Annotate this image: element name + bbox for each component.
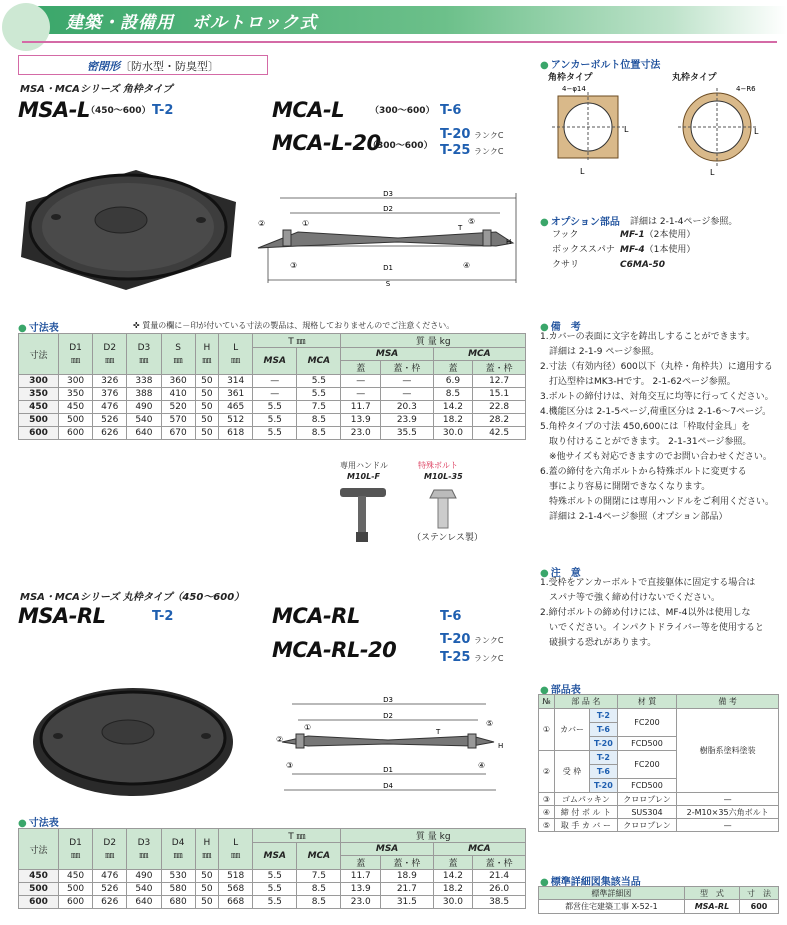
svg-text:①: ① <box>304 723 312 732</box>
product-photo-square <box>16 162 238 292</box>
anchor-maru: 丸枠タイプ <box>672 73 717 83</box>
remarks-list: 1.カバーの表面に文字を鋳出しすることができます。 詳細は 2-1-9 ページ参照。 2.寸法（有効内径）600以下（丸枠・角枠共）に適用する 打込型枠はMK3-Hです。 2-1-62ページ参照。 3.ボルトの締付けは、対角交互に均等に行ってください。 4.機能区分は 2-1-5ページ,荷重区分は 2-1-6〜7ページ。 5.角枠タイプの寸法 450,600には「枠取付金具」を 取り付けることができます。 2-1-31ページ参照。 ※他サイズも対応できますのでお問い合わせください。 6.蓋の締付を六角ボルトから特殊ボルトに変更する 事により容易に開閉できなくなります。 特殊ボルトの開閉には専用ハンドルをご利用ください。 詳細は 2-1-4ページ参照（オプション部品） <box>540 332 775 522</box>
standard-table: 標準詳細図 型 式 寸 法 都営住宅建築工事 X-52-1 MSA-RL 600 <box>538 886 779 914</box>
handle-label: 専用ハンドル <box>340 461 388 470</box>
t20-label-2: T-20 <box>440 632 471 647</box>
type-label: 密閉形〔防水型・防臭型〕 <box>18 55 268 75</box>
label-d3: D3 <box>383 190 393 198</box>
mca-l20-range: （300〜600） <box>368 141 433 151</box>
dim1-table: 寸法 D1 ㎜ D2 ㎜ D3 ㎜ S ㎜ H ㎜ L ㎜ T ㎜ 質 量 kg MSA MCA MSA MCA 蓋 蓋・枠 蓋 蓋・枠 300 300 326 338 360 50 314 — 5.5 — — 6.9 12.7 350 350 376 388 410 50 361 — 5.5 — — 8.5 15.1 450 450 476 490 520 50 465 5.5 7.5 11.7 20.3 14.2 22.8 500 500 526 540 570 50 512 5.5 8.5 13.9 23.9 18.2 28.2 600 600 626 640 670 50 618 5.5 8.5 23.0 35.5 30.0 42.5 <box>18 333 526 440</box>
anchor-title: ● アンカーボルト位置寸法 <box>540 56 660 71</box>
bolt-label: 特殊ボルト <box>418 461 458 470</box>
table-row: 500 500 526 540 570 50 512 5.5 8.5 13.9 23.9 18.2 28.2 <box>19 414 526 427</box>
header-circle <box>2 3 50 51</box>
t25-label-2: T-25 <box>440 650 471 665</box>
section-drawing-1 <box>238 188 528 288</box>
msa-l-t: T-2 <box>152 103 174 118</box>
svg-text:L: L <box>580 167 585 176</box>
table-row: 450 450 476 490 530 50 518 5.5 7.5 11.7 18.9 14.2 21.4 <box>19 870 526 883</box>
bolt-note: （ステンレス製） <box>412 533 483 543</box>
msa-l-range: （450〜600） <box>86 106 151 116</box>
label-h: H <box>506 238 512 246</box>
standard-title: ● 標準詳細図集該当品 <box>540 873 641 888</box>
parts-title: ● 部品表 <box>540 681 581 696</box>
t25-label: T-25 <box>440 143 471 158</box>
table-row: 350 350 376 388 410 50 361 — 5.5 — — 8.5 15.1 <box>19 388 526 401</box>
svg-text:④: ④ <box>463 261 471 270</box>
label-t: T <box>458 224 463 232</box>
svg-text:④: ④ <box>478 761 486 770</box>
svg-text:②: ② <box>258 219 266 228</box>
mca-l-t: T-6 <box>440 103 462 118</box>
rank-label: ランクC <box>474 131 504 140</box>
parts-table: № 部 品 名 材 質 備 考 ① カバー T-2 FC200 樹脂系塗料塗装 T-6 T-20 FCD500 ② 受 枠 T-2 FC200 T-6 T-20 FCD500 ③ ゴムパッキン クロロプレン — ④ 締 付 ボ ル ト SUS304 2-M10×35六角ボルト ⑤ 取 手 カ バ ー クロロプレン — <box>538 694 779 832</box>
bolt-code: M10L-35 <box>424 472 463 481</box>
svg-text:T: T <box>436 728 441 736</box>
option-detail: 詳細は 2-1-4ページ参照。 <box>630 217 738 227</box>
svg-text:H: H <box>498 742 504 750</box>
dim1-note: ✜ 質量の欄に－印が付いている寸法の製品は、規格しておりませんのでご注意ください。 <box>133 321 455 330</box>
svg-text:②: ② <box>276 735 284 744</box>
col-d1: D1 ㎜ <box>59 334 93 375</box>
remarks-title: ● 備 考 <box>540 318 581 333</box>
model-mca-l20: MCA-L-20 <box>272 131 381 155</box>
anchor-diagram <box>540 82 780 182</box>
svg-text:L: L <box>754 127 759 136</box>
svg-text:③: ③ <box>290 261 298 270</box>
model-mca-rl: MCA-RL <box>272 604 360 628</box>
svg-text:⑤: ⑤ <box>486 719 494 728</box>
series-label-2: MSA・MCAシリーズ 丸枠タイプ（450〜600） <box>20 592 245 603</box>
label-d2: D2 <box>383 205 393 213</box>
option-list: フック MF-1（2本使用） ボックススパナ MF-4（1本使用） クサリ C6MA-50 <box>552 230 696 270</box>
svg-text:③: ③ <box>286 761 294 770</box>
dim2-table: 寸法 D1 ㎜ D2 ㎜ D3 ㎜ D4 ㎜ H ㎜ L ㎜ T ㎜ 質 量 kg MSA MCA MSA MCA 蓋 蓋・枠 蓋 蓋・枠 450 450 476 490 530 50 518 5.5 7.5 11.7 18.9 14.2 21.4 500 500 526 540 580 50 568 5.5 8.5 13.9 21.7 18.2 26.0 600 600 626 640 680 50 668 5.5 8.5 23.0 31.5 30.0 38.5 <box>18 828 526 909</box>
svg-text:L: L <box>624 125 629 134</box>
table-row: 500 500 526 540 580 50 568 5.5 8.5 13.9 21.7 18.2 26.0 <box>19 883 526 896</box>
label-s: S <box>385 280 391 288</box>
svg-text:D2: D2 <box>383 712 393 720</box>
model-msa-rl: MSA-RL <box>18 604 106 628</box>
svg-text:⑤: ⑤ <box>468 217 476 226</box>
t20-label: T-20 <box>440 127 471 142</box>
label-d1: D1 <box>383 264 393 272</box>
svg-text:4−R6: 4−R6 <box>736 85 756 93</box>
series-label: MSA・MCAシリーズ 角枠タイプ <box>20 84 173 95</box>
dim2-title: ● 寸法表 <box>18 814 59 829</box>
svg-text:D4: D4 <box>383 782 393 790</box>
svg-text:4−φ14: 4−φ14 <box>562 85 586 93</box>
model-msa-l: MSA-L <box>18 98 90 122</box>
mca-l-range: （300〜600） <box>370 106 435 116</box>
page-title: 建築・設備用 ボルトロック式 <box>66 13 318 33</box>
handle-code: M10L-F <box>347 472 380 481</box>
caution-title: ● 注 意 <box>540 564 581 579</box>
header-divider <box>22 41 777 43</box>
svg-text:D1: D1 <box>383 766 393 774</box>
svg-text:①: ① <box>302 219 310 228</box>
msa-rl-t: T-2 <box>152 609 174 624</box>
mca-rl-t: T-6 <box>440 609 462 624</box>
caution-list: 1.受枠をアンカーボルトで直接躯体に固定する場合は スパナ等で強く締め付けないでください。 2.締付ボルトの締め付けには、MF-4以外は使用しな いでください。インパクトドライバー等を使用すると 破損する恐れがあります。 <box>540 578 764 648</box>
table-row: 600 600 626 640 680 50 668 5.5 8.5 23.0 31.5 30.0 38.5 <box>19 896 526 909</box>
svg-text:D3: D3 <box>383 696 393 704</box>
option-title: ● オプション部品 <box>540 213 620 228</box>
anchor-kaku: 角枠タイプ <box>548 73 593 83</box>
dim1-title: ● 寸法表 <box>18 319 59 334</box>
table-row: 300 300 326 338 360 50 314 — 5.5 — — 6.9 12.7 <box>19 375 526 388</box>
model-mca-l: MCA-L <box>272 98 345 122</box>
product-photo-round <box>28 680 238 800</box>
svg-text:L: L <box>710 168 715 177</box>
model-mca-rl20: MCA-RL-20 <box>272 638 397 662</box>
section-drawing-2 <box>268 690 524 800</box>
table-row: 450 450 476 490 520 50 465 5.5 7.5 11.7 20.3 14.2 22.8 <box>19 401 526 414</box>
rank-label-2: ランクC <box>474 147 504 156</box>
table-row: 600 600 626 640 670 50 618 5.5 8.5 23.0 35.5 30.0 42.5 <box>19 427 526 440</box>
